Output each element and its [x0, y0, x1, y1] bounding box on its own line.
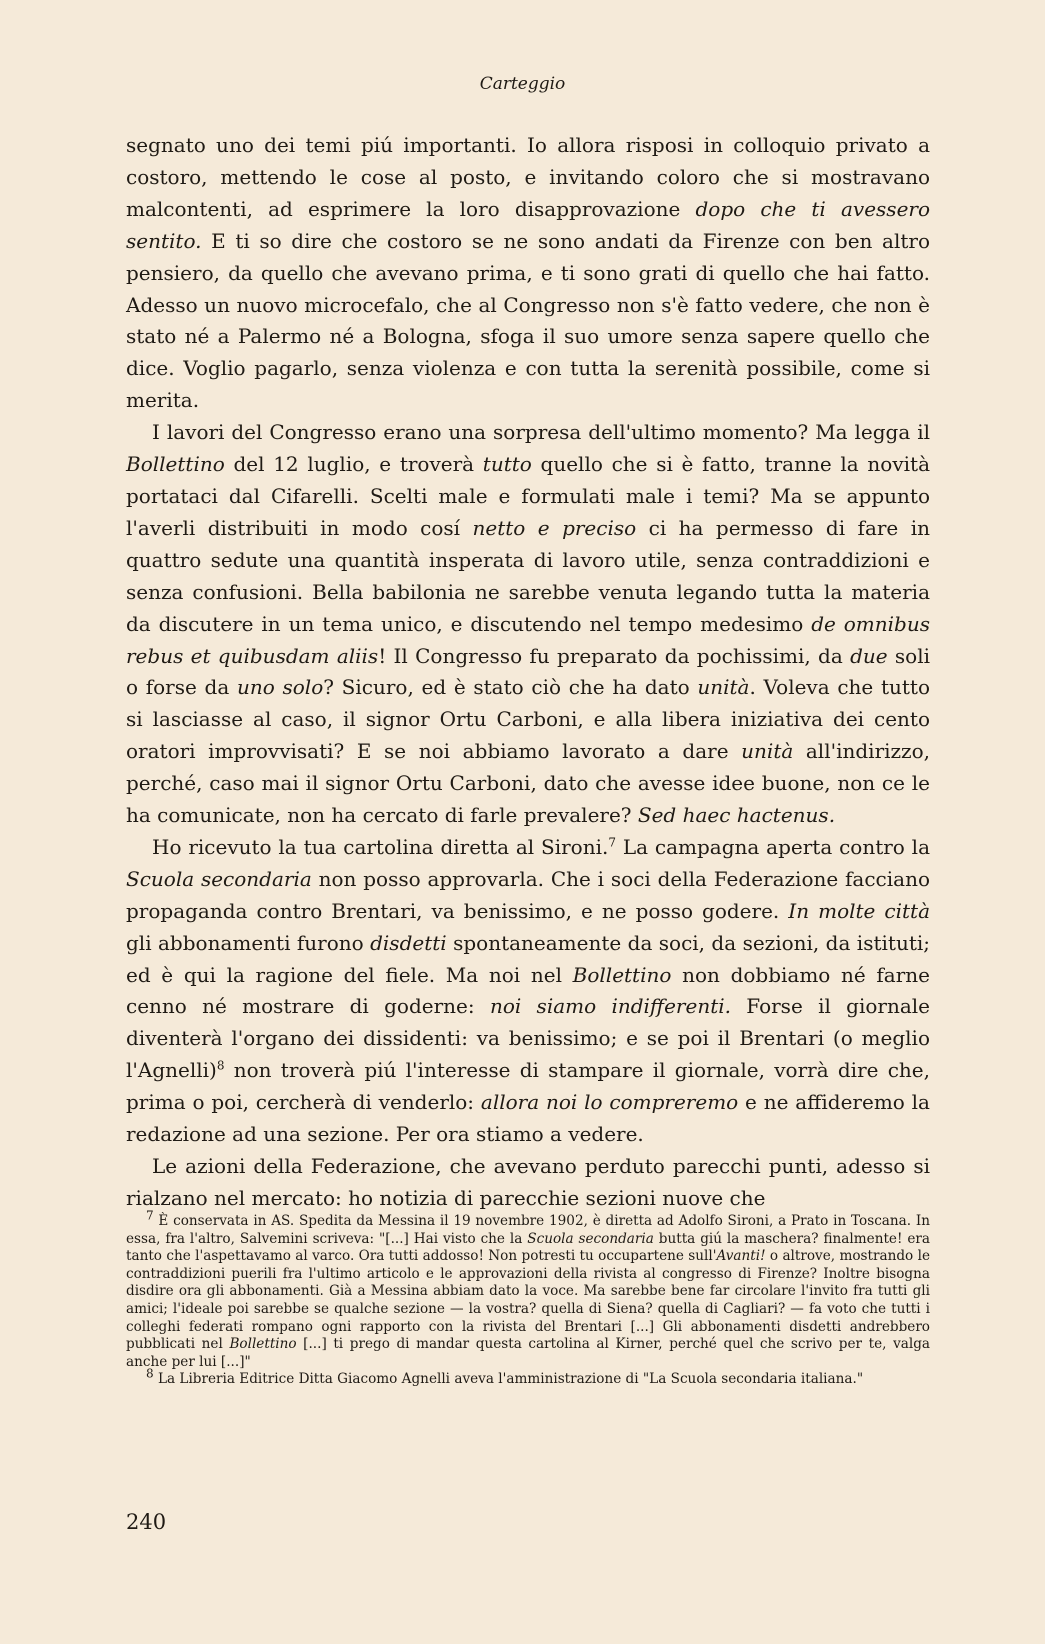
italic-text: due [850, 643, 888, 668]
text-run: . Voleva che tutto si lasciasse al caso, il signor Ortu Carboni, e alla libera iniziativa dei cento oratori improvvisati? E se noi abbiamo lavorato a dare [126, 675, 930, 764]
italic-text: Bollettino [572, 962, 672, 987]
italic-text: Bollettino [229, 1336, 297, 1353]
footnote-marker: 8 [146, 1366, 154, 1381]
italic-text: netto e preciso [472, 515, 637, 540]
running-header: Carteggio [479, 74, 566, 94]
text-run: non posso approvarla. Che i soci della Federazione facciano propaganda contro Brentari, va benissimo, e ne posso godere. [126, 866, 930, 923]
footnote-marker: 7 [608, 835, 617, 850]
page-number: 240 [126, 1510, 167, 1534]
text-run: Le azioni della Federazione, che avevano perduto parecchi punti, adesso si rialzano nel mercato: ho notizia di parecchie sezioni nuove che [126, 1154, 930, 1210]
text-run: quello che si è fatto, tranne la novità portataci dal Cifarelli. Scelti male e formulati male i temi? Ma se appunto l'averli distribuiti in modo cosí [126, 452, 930, 540]
italic-text: de omnibus rebus et quibusdam aliis [126, 611, 930, 668]
text-run: spontaneamente da soci, da sezioni, da istituti; ed è qui la ragione del fiele. Ma noi nel [126, 930, 930, 987]
text-run: La campagna aperta contro la [616, 834, 930, 859]
italic-text: disdetti [370, 930, 447, 955]
footnote-marker: 7 [146, 1208, 154, 1223]
footnote-marker: 8 [216, 1058, 225, 1073]
footnotes [126, 1208, 931, 1389]
italic-text: unità [741, 739, 794, 764]
paragraph [126, 832, 930, 1151]
text-run: ? Sicuro, ed è stato ciò che ha dato [323, 675, 698, 700]
text-run: Ho ricevuto la tua cartolina diretta al Sironi. [152, 834, 609, 859]
paragraph [126, 130, 930, 417]
text-run: È conservata in AS. Spedita da Messina il 19 novembre 1902, è diretta ad Adolfo Sironi, a Prato in Toscana. In essa, fra l'altro, Salvemini scriveva: "[...] Hai visto che la [126, 1213, 930, 1247]
italic-text: uno solo [236, 675, 324, 700]
text-run: all'indirizzo, perché, caso mai il signor Ortu Carboni, dato che avesse idee buone, non ce le ha comunicate, non ha cercato di farle prevalere? [126, 739, 930, 828]
text-run: ci ha permesso di fare in quattro sedute una quantità insperata di lavoro utile, senza contraddizioni e senza confusioni. Bella babilonia ne sarebbe venuta legando tutta la materia da discutere in un tema unico, e discutendo nel tempo medesimo [126, 515, 930, 636]
italic-text: tutto [482, 452, 532, 477]
italic-text: unità [697, 675, 750, 700]
italic-text: Scuola secondaria [527, 1230, 654, 1247]
text-run: gli abbonamenti furono [126, 930, 371, 955]
italic-text: Avanti! [716, 1248, 766, 1265]
paragraph [126, 417, 930, 832]
paragraph [126, 1151, 930, 1215]
text-run: Forse il giornale diventerà l'organo dei dissidenti: va benissimo; e se poi il Brentari (o meglio l'Agnelli) [126, 994, 931, 1083]
italic-text: dopo che ti avessero sentito. [126, 196, 931, 253]
text-run: soli o forse da [126, 643, 931, 700]
italic-text: Scuola secondaria [126, 866, 312, 891]
text-run: La Libreria Editrice Ditta Giacomo Agnelli aveva l'amministrazione di "La Scuola secondaria italiana." [153, 1371, 864, 1388]
text-run: butta giú la maschera? finalmente! era tanto che l'aspettavamo al varco. Ora tutti addosso! Non potresti tu occupartene sull' [126, 1230, 930, 1265]
text-run: ! Il Congresso fu preparato da pochissimi, da [378, 643, 851, 668]
text-run: segnato uno dei temi piú importanti. Io allora risposi in colloquio privato a costoro, mettendo le cose al posto, e invitando coloro che si mostravano malcontenti, ad esprimere la loro disapprovazione [126, 133, 930, 221]
text-run: I lavori del Congresso erano una sorpresa dell'ultimo momento? Ma legga il [152, 420, 930, 445]
text-run: [...] ti prego di mandar questa cartolina al Kirner, perché quel che scrivo per te, valga anche per lui [...]" [126, 1336, 931, 1370]
text-run: E ti so dire che costoro se ne sono andati da Firenze con ben altro pensiero, da quello che avevano prima, e ti sono grati di quello che hai fatto. Adesso un nuovo microcefalo, che al Congresso non s'è fatto vedere, che non è stato né a Palermo né a Bologna, sfoga il suo umore senza sapere quello che dice. Voglio pagarlo, senza violenza e con tutta la serenità possibile, come si merita. [126, 228, 930, 413]
main-text [126, 130, 930, 1215]
text-run: o altrove, mostrando le contraddizioni puerili fra l'ultimo articolo e le approvazioni della rivista al congresso di Firenze? Inoltre bisogna disdire ora gli abbonamenti. Già a Messina abbiam dato la voce. Ma sarebbe bene far circolare l'invito fra tutti gli amici; l'ideale poi sarebbe se qualche sezione — la vostra? quella di Siena? quella di Cagliari? — fa voto che tutti i colleghi federati rompano ogni rapporto con la rivista del Brentari [...] Gli abbonamenti disdetti andrebbero pubblicati nel [126, 1248, 930, 1353]
text-run: del 12 luglio, e troverà [224, 452, 483, 477]
italic-text: noi siamo indifferenti. [489, 994, 731, 1019]
italic-text: Sed haec hactenus. [637, 803, 836, 828]
footnote-8 [126, 1366, 930, 1389]
text-run: non dobbiamo né farne cenno né mostrare di goderne: [126, 962, 930, 1019]
text-run: e ne affideremo la redazione ad una sezione. Per ora stiamo a vedere. [126, 1090, 930, 1147]
italic-text: In molte città [788, 898, 930, 923]
text-run: non troverà piú l'interesse di stampare il giornale, vorrà dire che, prima o poi, cercherà di venderlo: [126, 1058, 930, 1115]
italic-text: allora noi lo compreremo [480, 1090, 739, 1115]
footnote-7 [126, 1208, 931, 1371]
italic-text: Bollettino [126, 452, 225, 477]
